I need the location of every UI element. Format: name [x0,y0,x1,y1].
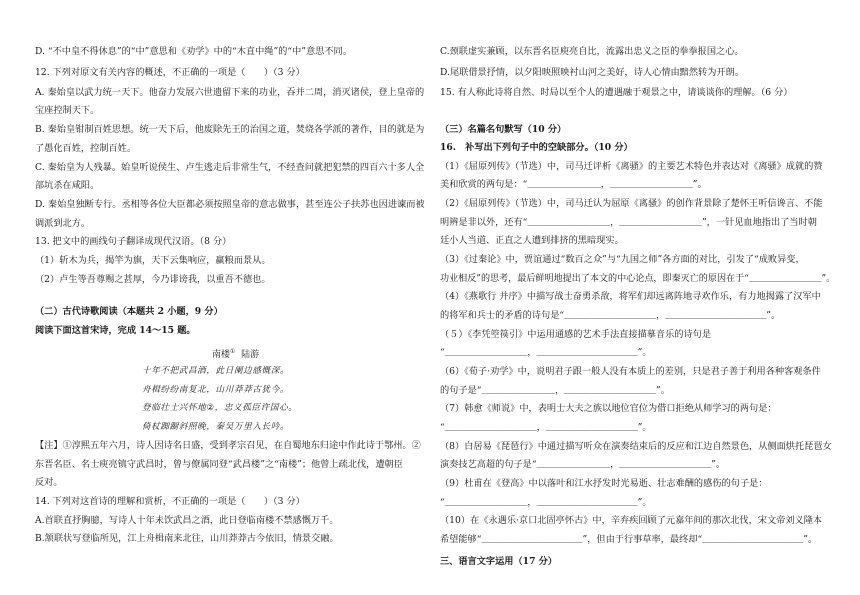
section-2-intro: 阅读下面这首宋诗，完成 14～15 题。 [35,325,196,336]
q16-item-9: （9）杜甫在《登高》中以落叶和江水抒发时光易逝、壮志难酬的感伤的句子是： [440,478,768,489]
q16-item-2-cont: 廷小人当道、正直之人遭到排挤的黑暗现实。 [440,235,624,246]
q16-stem: 16. 补写出下列句子中的空缺部分。（10 分） [440,142,633,153]
q16-item-5: （５）《李凭箜篌引》中运用通感的艺术手法直接描摹音乐的诗句是 [440,329,712,340]
q16-item-9-blank: “＿＿＿＿＿＿＿＿＿，＿＿＿＿＿＿＿＿＿＿＿”。 [440,497,652,508]
poem-title-line [212,346,259,361]
poem-title: 南楼 [212,350,231,360]
left-column [35,0,430,595]
q16-item-8-blank: 演奏技艺高超的句子是“＿＿＿＿＿＿＿＿，＿＿＿＿＿＿＿＿＿＿”。 [440,459,726,470]
q16-item-10-blank: 希望能够“＿＿＿＿＿＿＿＿＿＿＿”，但由于行事草率，最终却“＿＿＿＿＿＿＿＿＿＿＿”。 [440,534,818,545]
q13-sentence-1: （1）斩木为兵，揭竿为旗，天下云集响应，赢粮而景从。 [35,255,271,266]
q11-option-d: D. “不中皇不得休息”的“中”意思和《劝学》中的“木直中绳”的“中”意思不同。 [35,46,352,57]
q13-sentence-2: （2）卢生等吾尊赐之甚厚，今乃诽谤我，以重吾不德也。 [35,274,271,285]
section-3-title: （三）名篇名句默写（10 分） [440,124,567,135]
q16-item-6-blank: 的句子是“＿＿＿＿＿＿＿＿，＿＿＿＿＿＿＿＿＿＿”。 [440,385,670,396]
poem-line-4: 倚杖踟蹰斜照晚，秦吴万里入长吟。 [142,422,290,432]
q12-option-b-cont: 了愚化百姓，控制百姓。 [35,143,137,154]
q16-item-8: （8）白居易《琵琶行》中通过描写听众在演奏结束后的反应和江边自然景色，从侧面烘托琵琶女 [440,441,832,452]
section-language-title: 三、语言文字运用（17 分） [440,556,558,567]
q12-option-a: A. 秦始皇以武力统一天下。他奋力发展六世遗留下来的功业，吞并二周，消灭诸侯，登上皇帝的 [35,87,425,98]
poem-note-2: 东晋名臣、名士庾亮镇守武昌时，曾与僚属同登“武昌楼”之“南楼”；他曾上疏北伐，遭朝臣 [35,459,403,470]
q14-stem: 14. 下列对这首诗的理解和赏析，不正确的一项是（ ）（3 分） [35,496,305,507]
q12-option-c-cont: 部坑杀在咸阳。 [35,180,100,191]
poem-note-3: 反对。 [35,477,63,488]
q16-item-5-blank: “＿＿＿＿＿＿＿＿＿，＿＿＿＿＿＿＿＿＿＿＿”。 [440,347,652,358]
poem-line-3: 登临壮士兴怀地②，忠义孤臣许国心。 [142,403,298,413]
q14-option-b: B.颔联状写登临所见，江上舟楫南来北往，山川莽莽古今依旧，情景交融。 [35,533,339,544]
q16-item-7: （7）韩愈《师说》中，表明士大夫之族以地位官位为借口拒绝从师学习的两句是： [440,403,777,414]
q16-item-2: （2）《屈原列传》（节选）中，司马迁认为屈原《离骚》的创作背景除了楚怀王听信谗言、不能 [440,198,823,209]
poem-line-2: 舟楫纷纷南复北，山川莽莽古犹今。 [142,385,290,395]
q12-option-c: C. 秦始皇为人残暴。始皇听说侯生、卢生逃走后非常生气，不经查问就把犯禁的四百六十多人全 [35,162,425,173]
q12-option-a-cont: 宝座控制天下。 [35,105,100,116]
q16-item-2-blank: 明辨是非以外，还有“＿＿＿＿＿＿＿＿＿，＿＿＿＿＿＿＿＿＿”，一针见血地指出了当时朝 [440,217,817,228]
poem-line-1: 十年不把武昌酒，此日阑边感慨深。 [142,366,290,376]
poem-note-mark: ① [230,348,236,355]
q16-item-10: （10）在《永遇乐·京口北固亭怀古》中，辛弃疾回顾了元嘉年间的那次北伐，宋文帝刘义隆本 [440,515,823,526]
q14-option-a: A.首联直抒胸臆，写诗人十年未饮武昌之酒，此日登临南楼不禁感慨万千。 [35,515,339,526]
q16-item-1: （1）《屈原列传》（节选）中，司马迁评析《离骚》的主要艺术特色并表达对《离骚》成就的赞 [440,161,823,172]
q12-option-d: D. 秦始皇独断专行。丞相等各位大臣都必须按照皇帝的意志做事，甚至连公子扶苏也因进谏而被 [35,199,425,210]
q16-item-4: （4）《燕歌行 并序》中描写战士奋勇杀敌，将军们却远离阵地寻欢作乐，有力地揭露了汉军中 [440,291,821,302]
poem-author: 陆游 [241,350,260,360]
q14-option-c: C.颈联虚实兼顾，以东晋名臣庾亮自比，流露出忠义之臣的拳拳报国之心。 [440,46,744,57]
q13-stem: 13. 把文中的画线句子翻译成现代汉语。（8 分） [35,236,232,247]
q16-item-3: （3）《过秦论》中，贾谊通过“数百之众”与“九国之师”各方面的对比，引发了“成败异变， [440,254,805,265]
q15-stem: 15. 有人称此诗将自然、时局以至个人的遭遇融于观景之中，请谈谈你的理解。（6 分） [440,87,793,98]
poem-note-1: 【注】①淳熙五年六月，诗人因诗名日盛，受到孝宗召见，在自蜀地东归途中作此诗于鄂州。② [35,440,421,451]
q14-option-d: D.尾联借景抒情，以夕阳映照映衬山河之美好，诗人心情由黯然转为开朗。 [440,67,744,78]
q16-item-7-blank: “＿＿＿＿＿＿＿＿＿＿，＿＿＿＿＿＿＿＿＿＿”。 [440,422,652,433]
q12-option-d-cont: 调派到北方。 [35,218,91,229]
q12-stem: 12. 下列对原文有关内容的概述，不正确的一项是（ ）（3 分） [35,67,305,78]
q12-option-b: B. 秦始皇钳制百姓思想。统一天下后，他废除先王的治国之道，焚烧各学派的著作，目的就是为 [35,124,425,135]
q16-item-3-blank: 功业相反”的思考，最后鲜明地提出了本文的中心论点，即秦灭亡的原因在于“＿＿＿＿＿＿＿＿”。 [440,273,836,284]
q16-item-6: （6）《荀子·劝学》中，说明君子跟一般人没有本质上的差别，只是君子善于利用各种客观条件 [440,366,821,377]
q16-item-1-blank: 美和欣赏的两句是：“＿＿＿＿＿＿＿＿，＿＿＿＿＿＿＿＿＿”。 [440,179,707,190]
right-column [440,0,835,595]
section-2-title: （二）古代诗歌阅读（本题共 2 小题，9 分） [35,306,223,317]
q16-item-4-blank: 的将军和兵士的矛盾的诗句是“＿＿＿＿＿＿＿＿＿＿，＿＿＿＿＿＿＿＿＿＿＿”。 [440,310,781,321]
